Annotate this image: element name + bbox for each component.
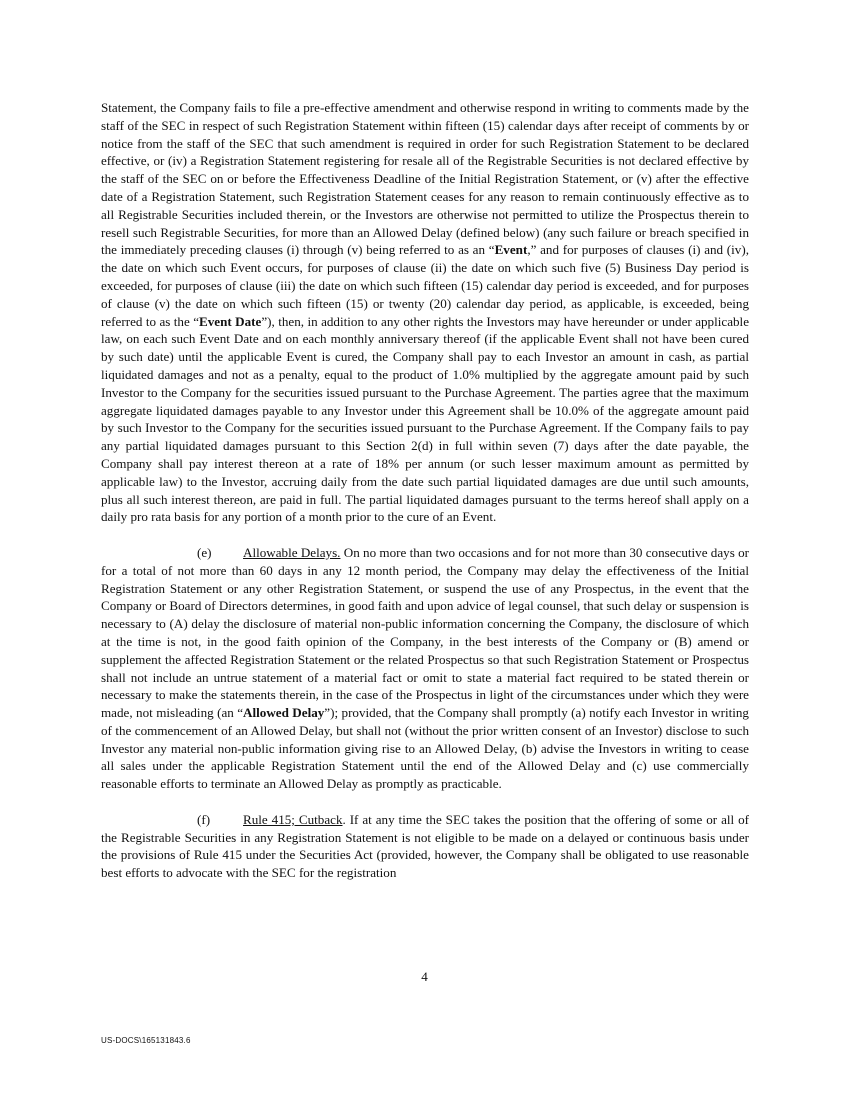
defined-term-allowed-delay: Allowed Delay: [243, 705, 325, 721]
paragraph-e-allowable-delays: (e) Allowable Delays. On no more than two occasions and for not more than 30 consecutive days or for a total of not more than 60 days in any 12 month period, the Company may delay the effectiveness of the Initial Registration Statement or any other Registration Statement, or suspend the use of any Prospectus, in the event that the Company or Board of Directors determines, in good faith and upon advice of legal counsel, that such delay or suspension is necessary to (A) delay the disclosure of material non-public information concerning the Company, the disclosure of which at the time is not, in the good faith opinion of the Company, in the best interests of the Company or (B) amend or supplement the affected Registration Statement or the related Prospectus so that such Registration Statement or Prospectus shall not include an untrue statement of a material fact or omit to state a material fact required to be stated therein or necessary to make the statements therein, in the case of the Prospectus in light of the circumstances under which they were made, not misleading (an “Allowed Delay”); provided, that the Company shall promptly (a) notify each Investor in writing of the commencement of an Allowed Delay, but shall not (without the prior written consent of an Investor) disclose to such Investor any material non-public information giving rise to an Allowed Delay, (b) advise the Investors in writing to cease all sales under the applicable Registration Statement until the end of the Allowed Delay and (c) use commercially reasonable efforts to terminate an Allowed Delay as promptly as practicable.: [101, 544, 749, 792]
paragraph-f-rule-415: (f) Rule 415; Cutback. If at any time the SEC takes the position that the offering of some or all of the Registrable Securities in any Registration Statement is not eligible to be made on a delayed or continuous basis under the provisions of Rule 415 under the Securities Act (provided, however, the Company shall be obligated to use reasonable best efforts to advocate with the SEC for the registration: [101, 811, 749, 881]
section-letter-f: (f): [197, 811, 211, 827]
paragraph-d-continuation: Statement, the Company fails to file a pre-effective amendment and otherwise respond in writing to comments made by the staff of the SEC in respect of such Registration Statement within fifteen (15) calendar days after receipt of comments by or notice from the staff of the SEC that such amendment is required in order for such Registration Statement to be declared effective, or (iv) a Registration Statement registering for resale all of the Registrable Securities is not declared effective by the staff of the SEC on or before the Effectiveness Deadline of the Initial Registration Statement, or (v) after the effective date of a Registration Statement, such Registration Statement ceases for any reason to remain continuously effective as to all Registrable Securities included therein, or the Investors are otherwise not permitted to utilize the Prospectus therein to resell such Registrable Securities, for more than an Allowed Delay (defined below) (any such failure or breach specified in the immediately preceding clauses (i) through (v) being referred to as an “Event,” and for purposes of clauses (i) and (iv), the date on which such Event occurs, for purposes of clause (ii) the date on which such five (5) Business Day period is exceeded, for purposes of clause (iii) the date on which such fifteen (15) calendar day period is exceeded, and for purposes of clause (v) the date on which such fifteen (15) or twenty (20) calendar day period, as applicable, is exceeded, being referred to as the “Event Date”), then, in addition to any other rights the Investors may have hereunder or under applicable law, on each such Event Date and on each monthly anniversary thereof (if the applicable Event shall not have been cured by such date) until the applicable Event is cured, the Company shall pay to each Investor an amount in cash, as partial liquidated damages and not as a penalty, equal to the product of 1.0% multiplied by the aggregate amount paid by such Investor to the Company for the securities issued pursuant to the Purchase Agreement. The parties agree that the maximum aggregate liquidated damages payable to any Investor under this Agreement shall be 10.0% of the aggregate amount paid by such Investor to the Company for the securities issued pursuant to the Purchase Agreement. If the Company fails to pay any partial liquidated damages pursuant to this Section 2(d) in full within seven (7) days after the date payable, the Company shall pay interest thereon at a rate of 18% per annum (or such lesser maximum amount as permitted by applicable law) to the Investor, accruing daily from the date such partial liquidated damages are due until such amounts, plus all such interest thereon, are paid in full. The partial liquidated damages pursuant to the terms hereof shall apply on a daily pro rata basis for any portion of a month prior to the cure of an Event.: [101, 100, 749, 525]
document-id-footer: US-DOCS\165131843.6: [101, 1036, 191, 1045]
defined-term-event-date: Event Date: [199, 313, 262, 329]
document-body: [101, 99, 749, 882]
page-number: 4: [421, 969, 428, 984]
section-heading-allowable-delays: Allowable Delays.: [243, 544, 341, 560]
section-heading-rule-415: Rule 415; Cutback: [243, 811, 343, 827]
section-letter-e: (e): [197, 544, 212, 560]
defined-term-event: Event: [494, 242, 528, 258]
